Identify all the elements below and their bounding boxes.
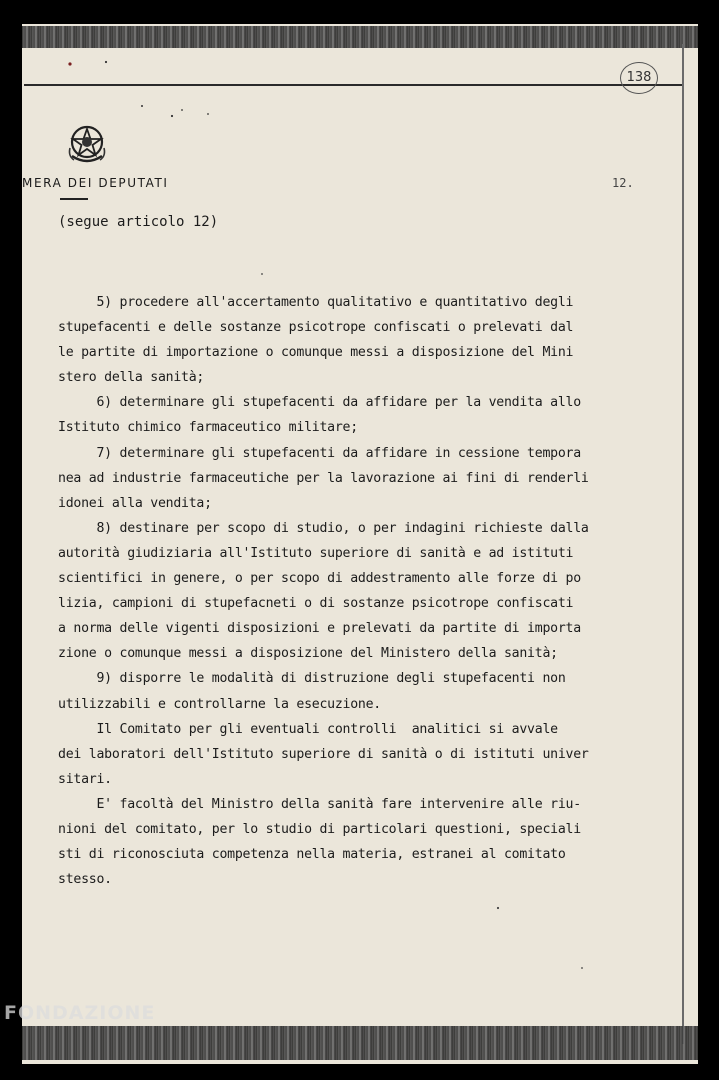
- republic-emblem-icon: [66, 122, 108, 166]
- scan-edge-top: [22, 26, 698, 48]
- body-line: utilizzabili e controllarne la esecuzione.: [58, 696, 381, 712]
- body-line: Istituto chimico farmaceutico militare;: [58, 420, 358, 436]
- body-line: a norma delle vigenti disposizioni e prelevati da partite di importa: [58, 621, 581, 637]
- body-line: 9) disporre le modalità di distruzione degli stupefacenti non: [58, 671, 566, 687]
- document-body: [58, 290, 658, 892]
- archive-stamp: 138: [620, 62, 658, 94]
- section-subtitle: (segue articolo 12): [58, 214, 219, 230]
- margin-line: [682, 44, 684, 1044]
- body-line: 5) procedere all'accertamento qualitativo e quantitativo degli: [58, 295, 574, 310]
- body-line: nioni del comitato, per lo studio di particolari questioni, speciali: [58, 821, 581, 837]
- archive-watermark: FONDAZIONE: [4, 1002, 156, 1024]
- page-number: 12.: [612, 176, 634, 190]
- document-page: [22, 24, 698, 1064]
- body-line: zione o comunque messi a disposizione del Ministero della sanità;: [58, 646, 558, 662]
- body-line: E' facoltà del Ministro della sanità fare intervenire alle riu-: [58, 796, 581, 812]
- body-line: 7) determinare gli stupefacenti da affidare in cessione tempora: [58, 445, 581, 461]
- body-line: autorità giudiziaria all'Istituto superiore di sanità e ad istituti: [58, 545, 574, 561]
- header-rule: [24, 84, 684, 86]
- body-line: Il Comitato per gli eventuali controlli analitici si avvale: [58, 721, 558, 737]
- body-line: stesso.: [58, 872, 112, 888]
- body-line: stupefacenti e delle sostanze psicotrope confiscati o prelevati dal: [58, 320, 574, 336]
- body-line: lizia, campioni di stupefacneti o di sostanze psicotrope confiscati: [58, 596, 574, 612]
- body-line: le partite di importazione o comunque messi a disposizione del Mini: [58, 345, 574, 361]
- body-line: idonei alla vendita;: [58, 495, 212, 511]
- body-line: stero della sanità;: [58, 370, 205, 386]
- body-line: sitari.: [58, 771, 112, 787]
- scan-edge-bottom: [22, 1026, 698, 1060]
- body-line: scientifici in genere, o per scopo di addestramento alle forze di po: [58, 571, 581, 587]
- body-line: 8) destinare per scopo di studio, o per indagini richieste dalla: [58, 520, 589, 536]
- body-line: sti di riconosciuta competenza nella materia, estranei al comitato: [58, 847, 566, 863]
- body-line: 6) determinare gli stupefacenti da affidare per la vendita allo: [58, 395, 581, 411]
- body-line: dei laboratori dell'Istituto superiore di sanità o di istituti univer: [58, 746, 589, 762]
- institution-name: MERA DEI DEPUTATI: [22, 176, 169, 190]
- body-line: nea ad industrie farmaceutiche per la lavorazione ai fini di renderli: [58, 470, 589, 486]
- institution-underline: [60, 198, 88, 200]
